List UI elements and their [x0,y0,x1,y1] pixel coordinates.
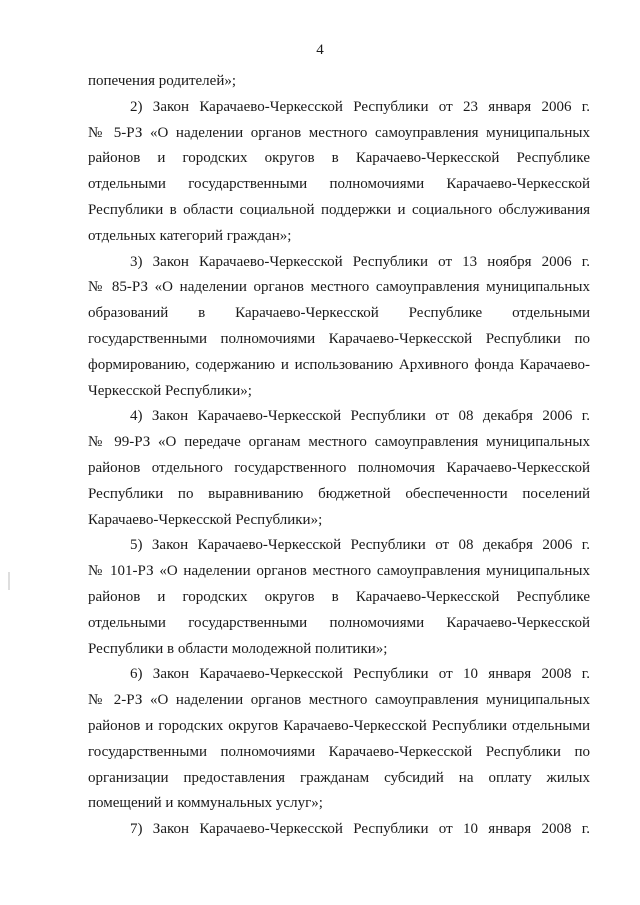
paragraph [88,250,590,405]
text-line: 7) Закон Карачаево-Черкесской Республики от 10 января 2008 г. [130,821,590,838]
text-line: Республики в области молодежной политики»; [88,640,388,657]
text-line: попечения родителей»; [88,73,237,89]
text-line: № 85-РЗ «О наделении органов местного самоуправления муниципальных [88,279,590,296]
text-line: 4) Закон Карачаево-Черкесской Республики от 08 декабря 2006 г. [130,408,590,425]
text-line: Черкесской Республики»; [88,382,252,399]
text-line: организации предоставления гражданам субсидий на оплату жилых [88,769,590,786]
page-number: 4 [316,42,324,58]
text-line: государственными полномочиями Карачаево-Черкесской Республики по [88,743,590,760]
document-body [88,69,590,843]
text-line: образований в Карачаево-Черкесской Республике отдельными [88,305,590,322]
text-line: формированию, содержанию и использованию Архивного фонда Карачаево- [88,356,590,373]
text-line: 6) Закон Карачаево-Черкесской Республики от 10 января 2008 г. [130,666,590,683]
paragraph [88,404,590,533]
text-line: государственными полномочиями Карачаево-Черкесской Республики по [88,330,590,347]
scan-margin-mark [8,572,10,590]
text-line: 5) Закон Карачаево-Черкесской Республики от 08 декабря 2006 г. [130,537,590,554]
paragraph [88,533,590,662]
text-line: отдельными государственными полномочиями Карачаево-Черкесской [88,176,590,193]
paragraph [88,69,590,95]
text-line: районов отдельного государственного полномочия Карачаево-Черкесской [88,459,590,476]
text-line: 2) Закон Карачаево-Черкесской Республики от 23 января 2006 г. [130,98,590,115]
text-line: № 2-РЗ «О наделении органов местного самоуправления муниципальных [88,692,590,709]
text-line: № 101-РЗ «О наделении органов местного самоуправления муниципальных [88,563,590,580]
paragraph [88,95,590,250]
text-line: районов и городских округов Карачаево-Черкесской Республики отдельными [88,717,590,734]
text-line: Республики в области социальной поддержки и социального обслуживания [88,201,590,218]
text-line: № 99-РЗ «О передаче органам местного самоуправления муниципальных [88,434,590,451]
text-line: отдельными государственными полномочиями Карачаево-Черкесской [88,614,590,631]
text-line: № 5-РЗ «О наделении органов местного самоуправления муниципальных [88,124,590,141]
text-line: помещений и коммунальных услуг»; [88,795,323,812]
paragraph [88,817,590,843]
text-line: 3) Закон Карачаево-Черкесской Республики от 13 ноября 2006 г. [130,253,590,270]
paragraph [88,662,590,817]
text-line: районов и городских округов в Карачаево-Черкесской Республике [88,588,590,605]
text-line: Республики по выравниванию бюджетной обеспеченности поселений [88,485,590,502]
text-line: отдельных категорий граждан»; [88,227,292,244]
text-line: Карачаево-Черкесской Республики»; [88,511,323,528]
text-line: районов и городских округов в Карачаево-Черкесской Республике [88,150,590,167]
